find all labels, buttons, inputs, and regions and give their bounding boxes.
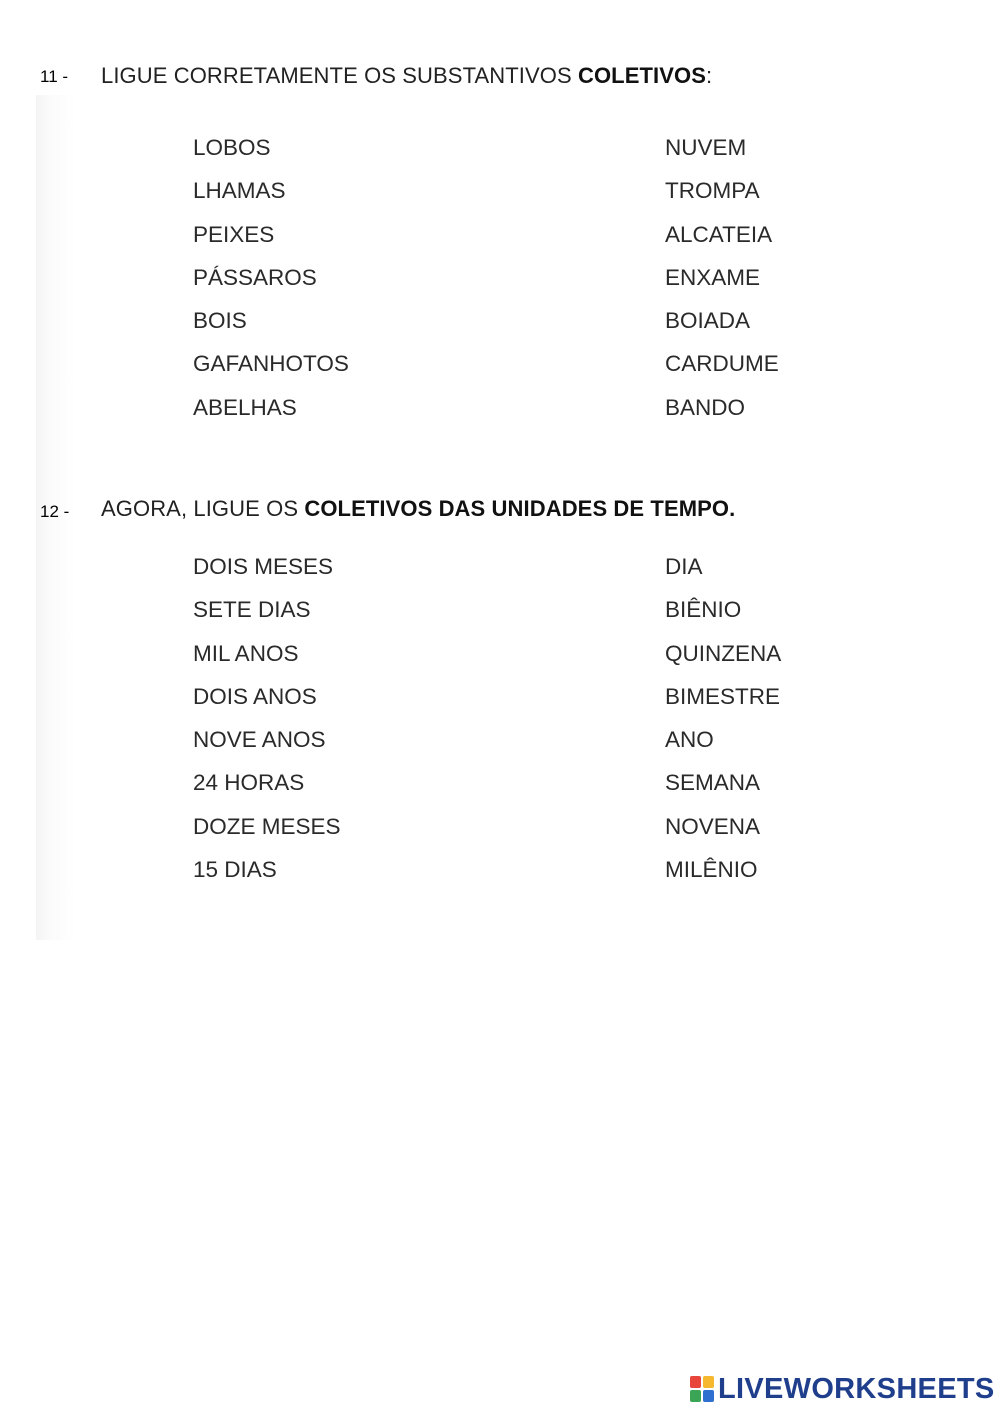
q12-right-item: DIA xyxy=(665,554,703,579)
q12-left-item: DOZE MESES xyxy=(193,813,341,839)
q11-left-item: LOBOS xyxy=(193,135,271,160)
q11-right-item: CARDUME xyxy=(665,351,779,377)
question-11-right-column xyxy=(665,134,779,437)
q12-left-item: 24 HORAS xyxy=(193,770,305,796)
q11-right-item: TROMPA xyxy=(665,178,760,204)
q12-left-item: 15 DIAS xyxy=(193,857,277,883)
question-12-prompt-bold: COLETIVOS DAS UNIDADES DE TEMPO. xyxy=(304,496,736,521)
question-12-number: 12 - xyxy=(40,502,70,521)
liveworksheets-logo-icon xyxy=(690,1376,714,1402)
q12-left-item: DOIS ANOS xyxy=(193,683,317,709)
q12-left-item: MIL ANOS xyxy=(193,640,299,666)
q11-left-item: GAFANHOTOS xyxy=(193,351,349,377)
q12-right-item: BIÊNIO xyxy=(665,597,742,623)
liveworksheets-wordmark: LIVEWORKSHEETS xyxy=(718,1372,995,1405)
question-12-left-column xyxy=(193,553,341,899)
q11-right-item: ALCATEIA xyxy=(665,221,773,247)
question-11-prompt-bold: COLETIVOS xyxy=(577,63,707,88)
q12-left-item: NOVE ANOS xyxy=(193,727,326,753)
logo-square-yellow xyxy=(703,1376,714,1388)
q12-left-item: SETE DIAS xyxy=(193,597,311,623)
q11-right-item: BANDO xyxy=(665,394,746,420)
q12-right-item: NOVENA xyxy=(665,813,761,839)
q11-left-item: PÁSSAROS xyxy=(193,264,317,290)
q12-right-item: QUINZENA xyxy=(665,640,782,666)
q12-right-item: BIMESTRE xyxy=(665,683,781,709)
q12-right-item: MILÊNIO xyxy=(665,857,758,883)
question-12-prompt-plain: AGORA, LIGUE OS xyxy=(101,496,305,521)
question-11-number: 11 - xyxy=(40,67,69,86)
logo-square-blue xyxy=(703,1390,714,1402)
question-11-left-column xyxy=(193,134,349,437)
q11-left-item: LHAMAS xyxy=(193,178,286,204)
liveworksheets-logo xyxy=(690,1373,995,1405)
q11-left-item: BOIS xyxy=(193,308,247,334)
question-11-prompt-end: : xyxy=(706,63,713,88)
logo-square-green xyxy=(690,1390,701,1402)
q11-left-item: ABELHAS xyxy=(193,394,297,420)
q11-right-item: NUVEM xyxy=(665,135,747,160)
q12-left-item: DOIS MESES xyxy=(193,554,334,579)
q12-right-item: SEMANA xyxy=(665,770,761,796)
q11-right-item: BOIADA xyxy=(665,308,751,334)
q11-left-item: PEIXES xyxy=(193,221,275,247)
q11-right-item: ENXAME xyxy=(665,264,761,290)
question-11-prompt xyxy=(101,63,712,89)
q12-right-item: ANO xyxy=(665,727,714,753)
question-12-prompt xyxy=(101,496,735,522)
question-12-right-column xyxy=(665,553,781,899)
question-11-prompt-plain: LIGUE CORRETAMENTE OS SUBSTANTIVOS xyxy=(101,63,578,88)
logo-square-red xyxy=(690,1376,701,1388)
